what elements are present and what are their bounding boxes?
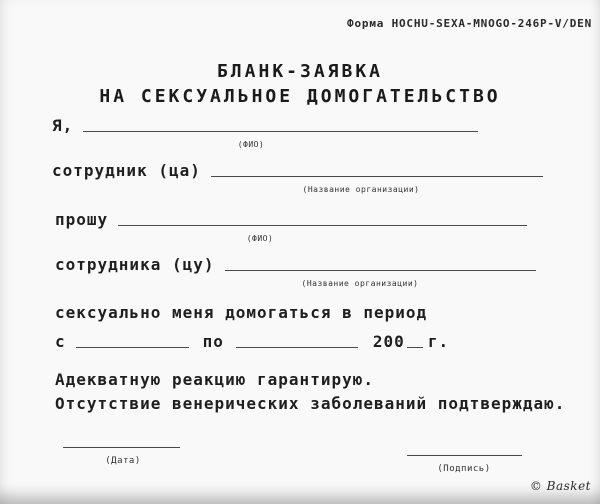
date-caption: (Дата)	[105, 456, 141, 466]
employer-blank-line	[211, 175, 543, 177]
to-label: по	[202, 332, 224, 351]
applicant-blank-line	[83, 130, 478, 132]
period-statement: сексуально меня домогаться в период	[55, 303, 428, 322]
form-code: Форма HOCHU-SEXA-MNOGO-246P-V/DEN	[347, 17, 592, 30]
employer-caption: (Название организации)	[302, 185, 420, 194]
form-title	[40, 59, 560, 109]
target-label: сотрудника (цу)	[55, 255, 215, 274]
applicant-field-row	[52, 116, 478, 135]
year-blank-line	[407, 346, 423, 348]
target-caption: (Название организации)	[301, 279, 419, 288]
health-statement: Отсутствие венерических заболеваний подтверждаю.	[55, 394, 566, 413]
form-title-line2: НА СЕКСУАЛЬНОЕ ДОМОГАТЕЛЬСТВО	[99, 86, 501, 107]
form-title-line1: БЛАНК-ЗАЯВКА	[216, 61, 384, 82]
employer-label: сотрудник (ца)	[52, 161, 201, 180]
date-range-row	[55, 332, 449, 351]
request-blank-line	[118, 224, 527, 226]
to-date-blank-line	[236, 346, 358, 348]
date-line	[63, 447, 180, 448]
from-label: с	[55, 332, 66, 351]
request-label: прошу	[55, 210, 109, 229]
target-blank-line	[225, 269, 537, 271]
applicant-caption: (ФИО)	[237, 140, 265, 149]
request-caption: (ФИО)	[246, 234, 274, 243]
applicant-label: Я,	[52, 116, 74, 135]
guarantee-statement: Адекватную реакцию гарантирую.	[55, 370, 374, 389]
request-field-row	[55, 210, 527, 229]
artist-credit: © Basket	[529, 479, 591, 493]
signature-line	[407, 455, 522, 456]
year-prefix: 200	[372, 332, 405, 351]
from-date-blank-line	[76, 346, 189, 348]
employer-field-row	[52, 161, 543, 180]
target-field-row	[55, 255, 536, 274]
year-suffix: г.	[427, 332, 450, 351]
signature-caption: (Подпись)	[437, 464, 491, 474]
